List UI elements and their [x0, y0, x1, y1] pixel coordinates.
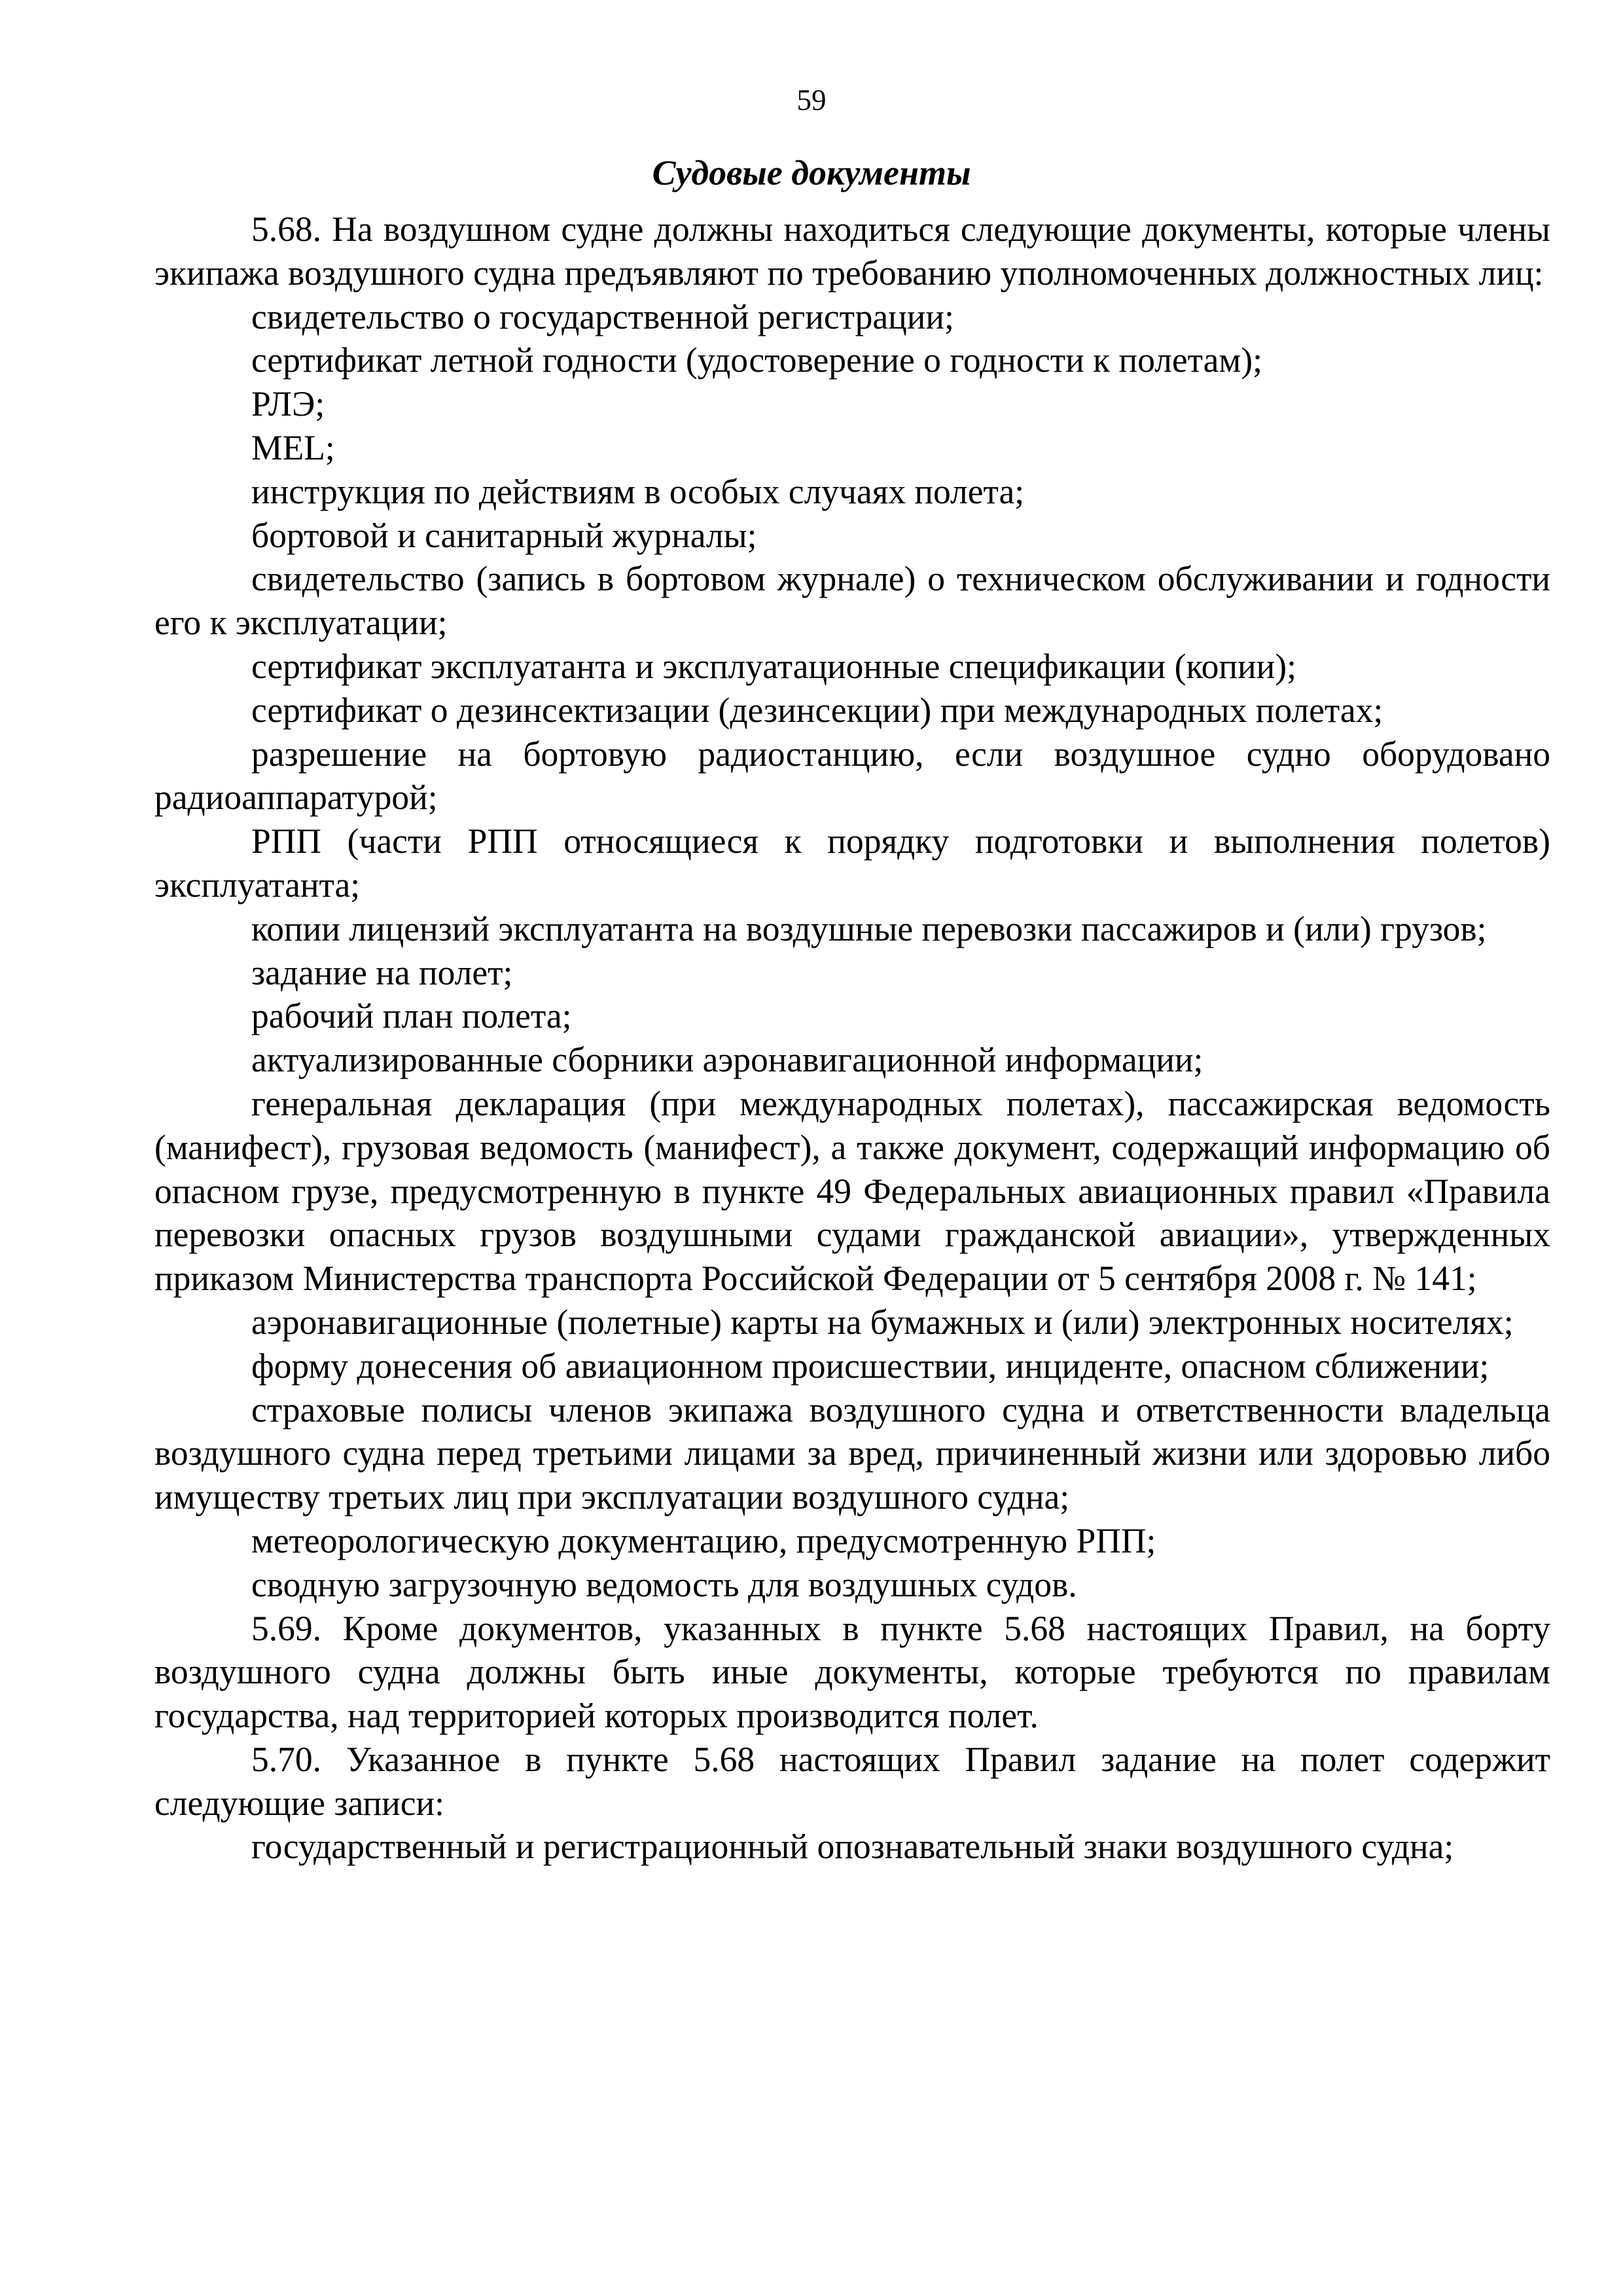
list-item: метеорологическую документацию, предусмотренную РПП; [251, 1520, 1156, 1560]
list-item: рабочий план полета; [251, 996, 572, 1036]
list-item: актуализированные сборники аэронавигационной информации; [251, 1040, 1204, 1080]
list-item: сертификат о дезинсектизации (дезинсекции) при международных полетах; [251, 690, 1383, 730]
list-item: инструкция по действиям в особых случаях полета; [251, 471, 1025, 511]
paragraph: 5.69. Кроме документов, указанных в пункте 5.68 настоящих Правил, на борту воздушного судна должны быть иные документы, которые требуются по правилам государства, над территорией которых производится полет. [154, 1608, 1550, 1736]
paragraph: 5.68. На воздушном судне должны находиться следующие документы, которые члены экипажа воздушного судна предъявляют по требованию уполномоченных должностных лиц: [154, 209, 1550, 293]
list-item: MEL; [251, 427, 335, 467]
body-text [154, 207, 1550, 1869]
list-item: страховые полисы членов экипажа воздушного судна и ответственности владельца воздушного судна перед третьими лицами за вред, причиненный жизни или здоровью либо имуществу третьих лиц при эксплуатации воздушного судна; [154, 1390, 1550, 1517]
list-item: РПП (части РПП относящиеся к порядку подготовки и выполнения полетов) эксплуатанта; [154, 821, 1550, 905]
list-item: сертификат летной годности (удостоверение о годности к полетам); [251, 340, 1262, 380]
list-item: сертификат эксплуатанта и эксплуатационные спецификации (копии); [251, 646, 1296, 686]
list-item: задание на полет; [251, 952, 513, 992]
list-item: свидетельство (запись в бортовом журнале) о техническом обслуживании и годности его к эксплуатации; [154, 559, 1550, 643]
list-item: бортовой и санитарный журналы; [251, 515, 757, 555]
page-number: 59 [796, 84, 827, 117]
list-item: копии лицензий эксплуатанта на воздушные перевозки пассажиров и (или) грузов; [251, 908, 1487, 948]
list-item: свидетельство о государственной регистрации; [251, 296, 954, 336]
list-item: РЛЭ; [251, 384, 325, 424]
section-heading: Судовые документы [652, 153, 971, 192]
list-item: аэронавигационные (полетные) карты на бумажных и (или) электронных носителях; [251, 1302, 1514, 1342]
paragraph: 5.70. Указанное в пункте 5.68 настоящих Правил задание на полет содержит следующие записи: [154, 1739, 1550, 1823]
list-item: форму донесения об авиационном происшествии, инциденте, опасном сближении; [251, 1346, 1489, 1386]
list-item: сводную загрузочную ведомость для воздушных судов. [251, 1564, 1077, 1604]
list-item: разрешение на бортовую радиостанцию, если воздушное судно оборудовано радиоаппаратурой; [154, 734, 1550, 817]
list-item: государственный и регистрационный опознавательный знаки воздушного судна; [251, 1827, 1454, 1867]
list-item: генеральная декларация (при международных полетах), пассажирская ведомость (манифест), грузовая ведомость (манифест), а также документ, содержащий информацию об опасном грузе, предусмотренную в пункте 49 Федеральных авиационных правил «Правила перевозки опасных грузов воздушными судами гражданской авиации», утвержденных приказом Министерства транспорта Российской Федерации от 5 сентября 2008 г. № 141; [154, 1083, 1550, 1299]
